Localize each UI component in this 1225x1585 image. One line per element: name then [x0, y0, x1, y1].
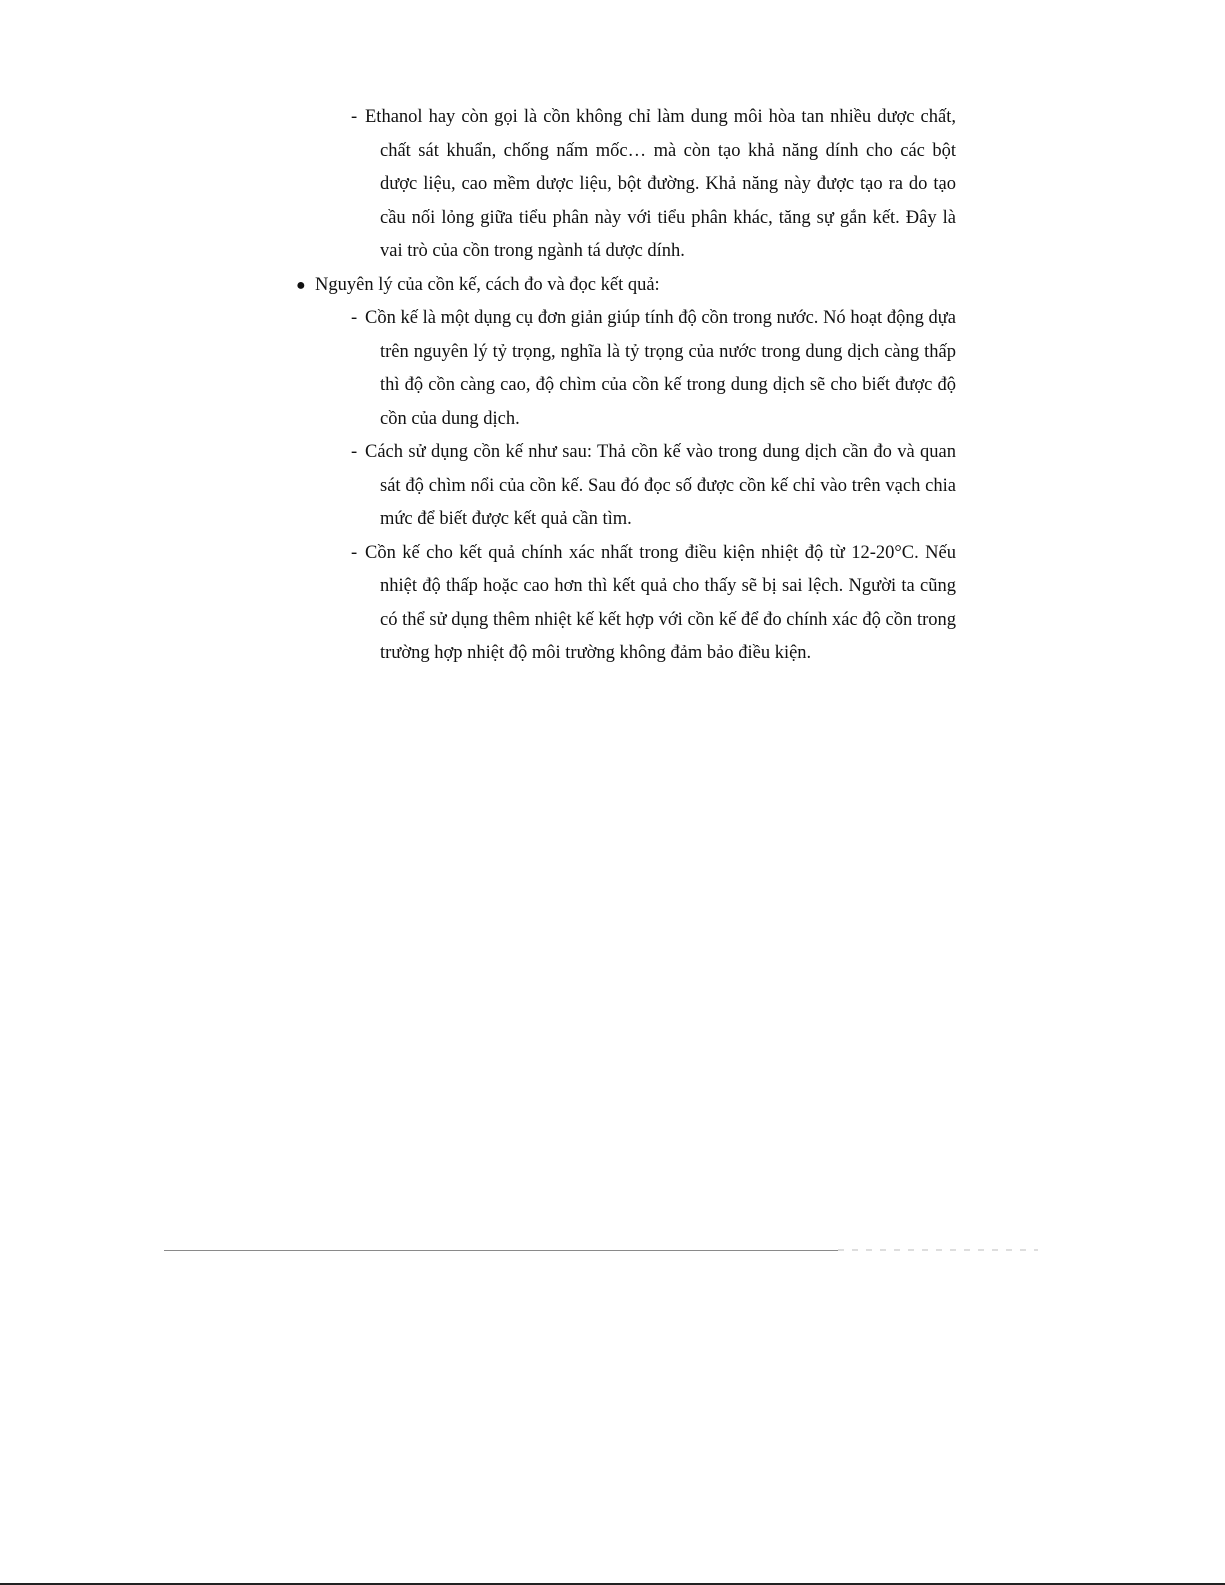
paragraph-ethanol-role: [351, 101, 956, 269]
dash-marker: -: [351, 542, 358, 563]
dash-marker: -: [351, 308, 358, 328]
paragraph-text: Cồn kế là một dụng cụ đơn giản giúp tính độ cồn trong nước. Nó hoạt động dựa trên nguyên lý tỷ trọng, nghĩa là tỷ trọng của nước trong dung dịch càng thấp thì độ cồn càng cao, độ chìm của cồn kế trong dung dịch sẽ cho biết được độ cồn của dung dịch.: [365, 308, 956, 429]
paragraph-alcoholmeter-temperature: [351, 537, 956, 671]
document-body: [296, 101, 956, 671]
bullet-heading-alcoholmeter: [296, 269, 956, 303]
paragraph-text: Cồn kế cho kết quả chính xác nhất trong điều kiện nhiệt độ từ 12-20°C. Nếu nhiệt độ thấp hoặc cao hơn thì kết quả cho thấy sẽ bị sai lệch. Người ta cũng có thể sử dụng thêm nhiệt kế kết hợp với cồn kế để đo chính xác độ cồn trong trường hợp nhiệt độ môi trường không đảm bảo điều kiện.: [365, 542, 956, 663]
dash-marker: -: [351, 107, 358, 127]
bullet-icon: ●: [296, 276, 306, 294]
footer-divider: [164, 1250, 838, 1251]
dash-marker: -: [351, 442, 358, 462]
bullet-heading-text: Nguyên lý của cồn kế, cách đo và đọc kết quả:: [315, 274, 660, 295]
paragraph-text: Ethanol hay còn gọi là cồn không chỉ làm dung môi hòa tan nhiều dược chất, chất sát khuẩn, chống nấm mốc… mà còn tạo khả năng dính cho các bột dược liệu, cao mềm dược liệu, bột đường. Khả năng này được tạo ra do tạo cầu nối lỏng giữa tiểu phân này với tiểu phân khác, tăng sự gắn kết. Đây là vai trò của cồn trong ngành tá dược dính.: [365, 107, 956, 261]
paragraph-alcoholmeter-principle: [351, 302, 956, 436]
footer-faint-marks: [838, 1249, 1038, 1251]
paragraph-text: Cách sử dụng cồn kế như sau: Thả cồn kế vào trong dung dịch cần đo và quan sát độ chìm nổi của cồn kế. Sau đó đọc số được cồn kế chỉ vào trên vạch chia mức để biết được kết quả cần tìm.: [365, 442, 956, 529]
paragraph-alcoholmeter-usage: [351, 436, 956, 537]
